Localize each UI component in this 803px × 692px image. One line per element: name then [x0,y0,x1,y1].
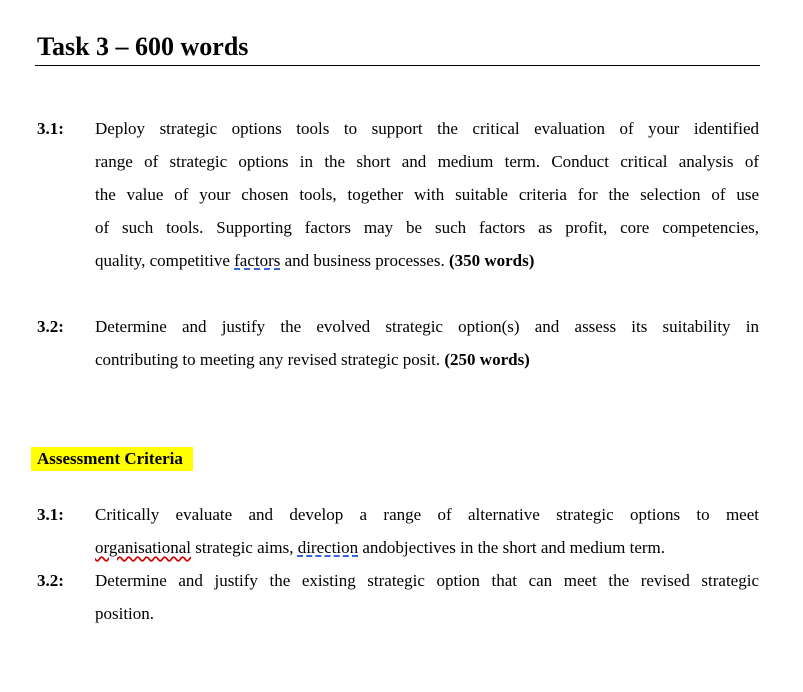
assessment-item-3-1 [37,498,759,564]
text-line: the value of your chosen tools, together with suitable criteria for the selection of use [95,185,759,204]
assessment-item-3-2 [37,564,759,630]
word-count: (250 words) [444,350,530,369]
word-count: (350 words) [448,251,535,270]
text-line-last: quality, competitive factors and business processes. (350 words) [95,251,535,270]
spelling-flagged-word[interactable]: organisational [95,538,191,557]
item-number: 3.1: [37,119,64,138]
task-title: Task 3 – 600 words [37,32,249,61]
title-underline [35,65,760,66]
text-line: Critically evaluate and develop a range of alternative strategic options to meet [95,505,759,524]
task-item-3-1 [37,112,759,277]
text-line-last: organisational strategic aims, direction andobjectives in the short and medium term. [95,538,665,557]
text-line: range of strategic options in the short and medium term. Conduct critical analysis of [95,152,759,171]
text-line: Deploy strategic options tools to support the critical evaluation of your identified [95,119,759,138]
item-text [95,310,759,376]
text-line: of such tools. Supporting factors may be such factors as profit, core competencies, [95,218,759,237]
text-line: Determine and justify the evolved strategic option(s) and assess its suitability in [95,317,759,336]
item-number: 3.2: [37,317,64,336]
text-line-last: contributing to meeting any revised strategic posit. (250 words) [95,350,530,369]
item-number: 3.2: [37,571,64,590]
grammar-flagged-word[interactable]: factors [234,251,281,270]
item-text [95,564,759,630]
grammar-flagged-word[interactable]: direction [297,538,359,557]
assessment-criteria-heading: Assessment Criteria [31,447,193,471]
task-item-3-2 [37,310,759,376]
item-text [95,498,759,564]
text-line-last: position. [95,604,155,623]
item-number: 3.1: [37,505,64,524]
text-line: Determine and justify the existing strategic option that can meet the revised strategic [95,571,759,590]
item-text [95,112,759,277]
